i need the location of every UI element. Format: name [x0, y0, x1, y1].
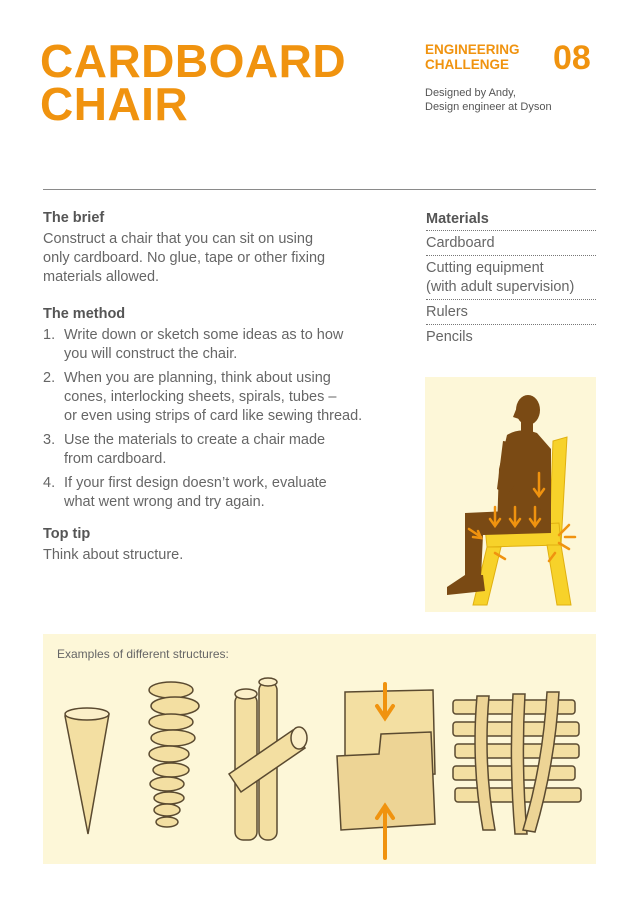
step-line: cones, interlocking sheets, spirals, tubes –	[64, 389, 337, 405]
credit-line-1: Designed by Andy,	[425, 87, 516, 99]
method-step	[43, 431, 403, 469]
spiral-icon	[149, 682, 199, 827]
material-item	[426, 231, 596, 256]
challenge-number: 08	[553, 39, 591, 77]
step-number: 4.	[43, 475, 56, 491]
method-steps	[43, 326, 403, 512]
tip-text: Think about structure.	[43, 547, 184, 563]
materials-heading: Materials	[426, 211, 596, 231]
structures-panel	[43, 634, 596, 864]
tubes-icon	[229, 678, 307, 840]
brief-line: only cardboard. No glue, tape or other fixing	[43, 250, 326, 266]
material-line: Cutting equipment	[426, 260, 544, 276]
material-item	[426, 256, 596, 300]
seated-person-illustration	[425, 377, 596, 612]
material-line: (with adult supervision)	[426, 279, 575, 295]
step-number: 1.	[43, 327, 56, 343]
material-line: Cardboard	[426, 235, 495, 251]
divider	[43, 189, 596, 190]
material-line: Rulers	[426, 304, 468, 320]
step-number: 2.	[43, 370, 56, 386]
structures-label: Examples of different structures:	[57, 647, 229, 661]
method-heading: The method	[43, 306, 126, 322]
step-line: or even using strips of card like sewing thread.	[64, 408, 363, 424]
main-column	[43, 210, 403, 584]
woven-strips-icon	[453, 692, 581, 834]
material-line: Pencils	[426, 329, 473, 345]
structures-drawings	[43, 634, 596, 864]
challenge-label-line-2: CHALLENGE	[425, 57, 509, 72]
step-line: what went wrong and try again.	[64, 494, 265, 510]
brief-line: materials allowed.	[43, 269, 160, 285]
seated-person	[447, 395, 551, 595]
step-line: Use the materials to create a chair made	[64, 432, 326, 448]
credit-line-2: Design engineer at Dyson	[425, 101, 552, 113]
method-step	[43, 369, 403, 426]
tip-section	[43, 526, 403, 565]
brief-heading: The brief	[43, 210, 105, 226]
method-step	[43, 474, 403, 512]
title-line-2: CHAIR	[40, 78, 189, 130]
challenge-label-line-1: ENGINEERING	[425, 42, 520, 57]
page-title	[40, 35, 347, 130]
brief-line: Construct a chair that you can sit on using	[43, 231, 314, 247]
title-line-1: CARDBOARD	[40, 35, 347, 87]
tip-heading: Top tip	[43, 526, 91, 542]
challenge-label	[425, 42, 520, 72]
step-number: 3.	[43, 432, 56, 448]
step-line: If your first design doesn’t work, evaluate	[64, 475, 327, 491]
material-item	[426, 300, 596, 325]
step-line: Write down or sketch some ideas as to how	[64, 327, 344, 343]
material-item	[426, 325, 596, 349]
brief-text	[43, 230, 403, 287]
cone-icon	[65, 708, 109, 834]
method-step	[43, 326, 403, 364]
designer-credit	[425, 86, 552, 114]
step-line: When you are planning, think about using	[64, 370, 331, 386]
brief-section	[43, 210, 403, 287]
method-section	[43, 306, 403, 512]
chair-drawing	[425, 377, 596, 612]
materials-list	[426, 211, 596, 349]
step-line: from cardboard.	[64, 451, 167, 467]
step-line: you will construct the chair.	[64, 346, 238, 362]
